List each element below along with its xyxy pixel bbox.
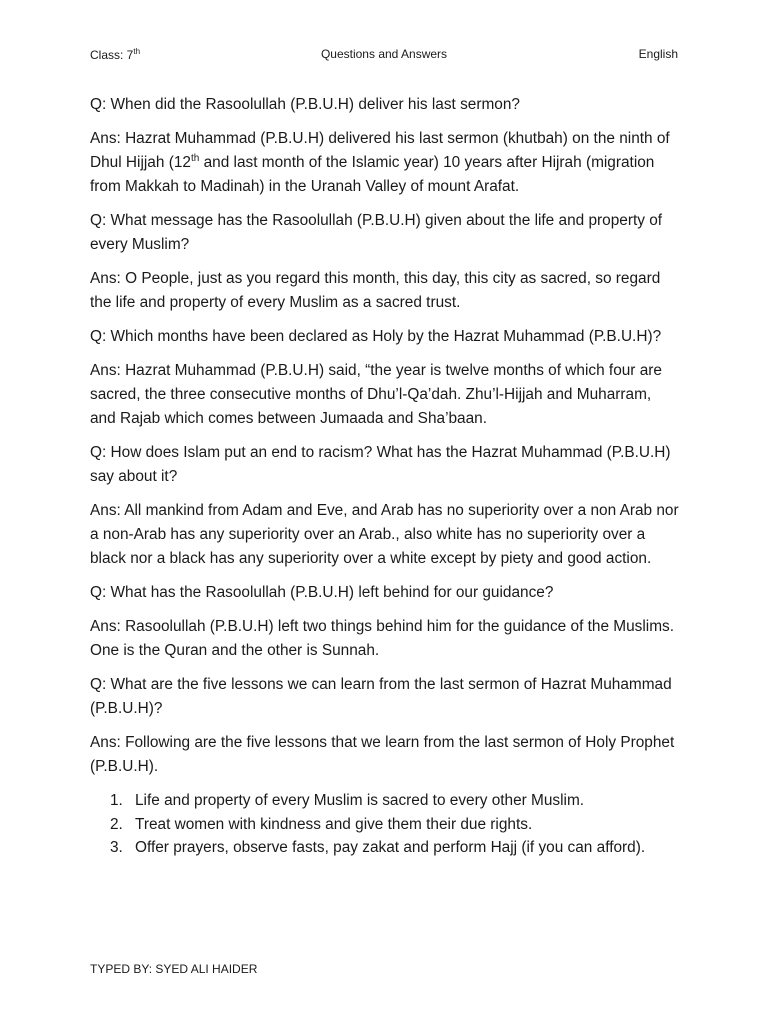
question-3: Q: Which months have been declared as Holy by the Hazrat Muhammad (P.B.U.H)? [90,328,662,345]
list-item [110,836,680,860]
question-1: Q: When did the Rasoolullah (P.B.U.H) deliver his last sermon? [90,96,520,113]
answer-5: Ans: Rasoolullah (P.B.U.H) left two things behind him for the guidance of the Muslims. One is the Quran and the other is Sunnah. [90,618,674,659]
list-number: 1. [110,792,123,809]
answer-2: Ans: O People, just as you regard this month, this day, this city as sacred, so regard the life and property of every Muslim as a sacred trust. [90,270,661,311]
class-superscript: th [133,47,141,56]
question-2: Q: What message has the Rasoolullah (P.B.U.H) given about the life and property of every Muslim? [90,212,663,253]
list-item [110,789,680,813]
list-item-text: Offer prayers, observe fasts, pay zakat and perform Hajj (if you can afford). [135,839,646,856]
list-item-text: Treat women with kindness and give them their due rights. [135,815,533,833]
answer-1: Ans: Hazrat Muhammad (P.B.U.H) delivered his last sermon (khutbah) on the ninth of Dhul Hijjah (12th and last month of the Islamic year) 10 years after Hijrah (migration from Makkah to Madinah) in the Uranah Valley of mount Arafat. [90,130,670,195]
list-number: 3. [110,839,123,856]
qa-content [90,93,680,860]
question-4: Q: How does Islam put an end to racism? What has the Hazrat Muhammad (P.B.U.H) say about it? [90,444,671,485]
list-number: 2. [110,815,123,833]
question-6: Q: What are the five lessons we can learn from the last sermon of Hazrat Muhammad (P.B.U.H)? [90,676,672,717]
subject-label: English [638,47,678,61]
question-5: Q: What has the Rasoolullah (P.B.U.H) left behind for our guidance? [90,584,554,601]
page-header [90,47,678,65]
answer-6: Ans: Following are the five lessons that we learn from the last sermon of Holy Prophet (P.B.U.H). [90,734,675,775]
lessons-list [90,789,680,860]
footer-typed-by: TYPED BY: SYED ALI HAIDER [90,962,258,976]
class-label: Class: 7th [90,47,141,62]
list-item-text: Life and property of every Muslim is sacred to every other Muslim. [135,792,585,809]
answer-1-superscript: th [190,153,200,164]
header-title: Questions and Answers [320,47,448,61]
answer-4: Ans: All mankind from Adam and Eve, and Arab has no superiority over a non Arab nor a non-Arab has any superiority over an Arab., also white has no superiority over a black nor a black has any superiority over a white except by piety and good action. [90,502,679,567]
answer-3: Ans: Hazrat Muhammad (P.B.U.H) said, “the year is twelve months of which four are sacred, the three consecutive months of Dhu’l-Qa’dah. Zhu’l-Hijjah and Muharram, and Rajab which comes between Jumaada and Sha’baan. [90,362,662,427]
list-item [110,813,680,837]
